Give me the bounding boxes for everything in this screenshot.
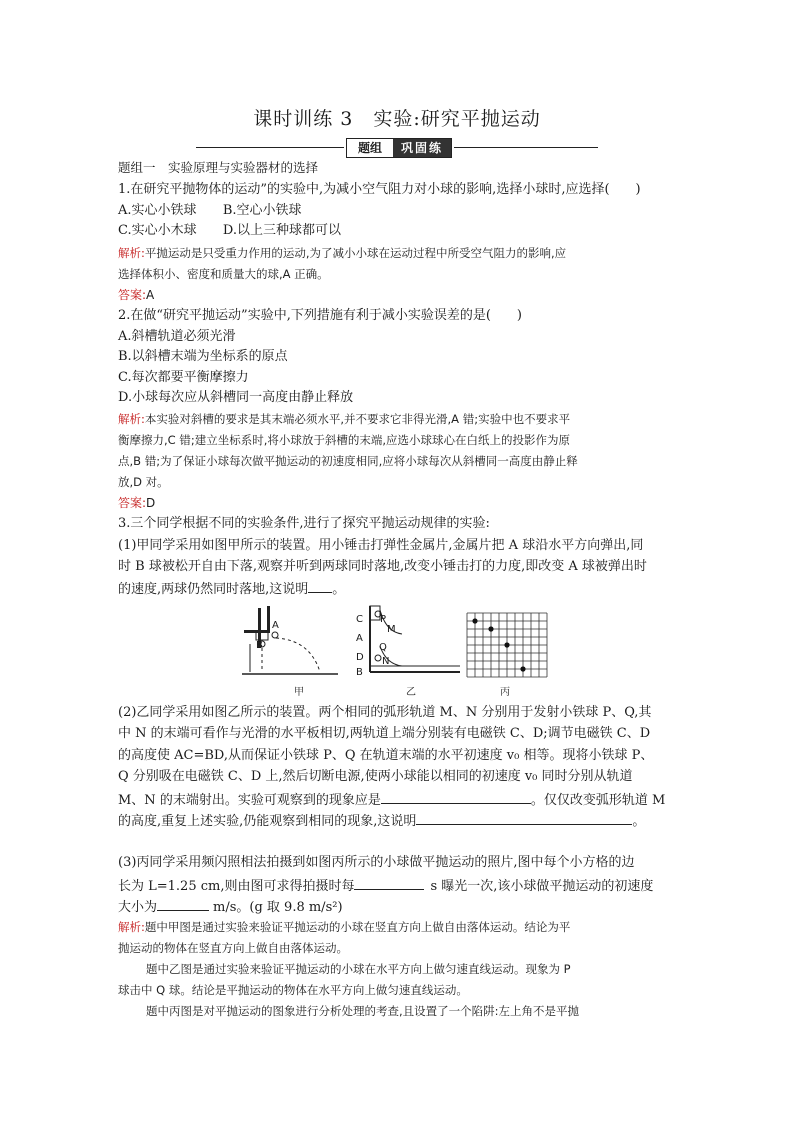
q3-part2-text5-end: 。仅仅改变弧形轨道 M — [530, 793, 666, 808]
q1-explanation-line1 — [118, 243, 566, 263]
q2-option-a: A.斜槽轨道必须光滑 — [118, 329, 236, 344]
q2-answer-label: 答案: — [118, 496, 147, 510]
figure-yi-label-q: Q — [379, 642, 387, 653]
q3-explanation-line3: 题中乙图是通过实验来验证平抛运动的小球在水平方向上做匀速直线运动。现象为 P — [146, 962, 571, 976]
grid-ball-dot — [472, 618, 477, 623]
figure-bing-grid — [466, 612, 548, 678]
q3-part2-line3: 的高度使 AC=BD,从而保证小铁球 P、Q 在轨道末端的水平初速度 v₀ 相等。现将小铁球 P、 — [118, 748, 654, 763]
q2-explanation-label: 解析: — [118, 412, 145, 426]
q2-explanation-line4: 放,D 对。 — [118, 475, 169, 489]
q1-explanation-label: 解析: — [118, 246, 145, 260]
q3-part1-line3 — [118, 578, 345, 600]
q3-explanation-line5: 题中丙图是对平抛运动的图象进行分析处理的考查,且设置了一个陷阱:左上角不是平抛 — [146, 1004, 580, 1018]
q3-part2-line6 — [118, 810, 645, 832]
q3-explanation-text1: 题中甲图是通过实验来验证平抛运动的小球在竖直方向上做自由落体运动。结论为平 — [144, 920, 571, 934]
grid-ball-dot — [504, 642, 509, 647]
q3-part3-line1: (3)丙同学采用频闪照相法拍摄到如图丙所示的小球做平抛运动的照片,图中每个小方格的边 — [118, 855, 635, 870]
q2-explanation-line1 — [118, 409, 570, 429]
page-title: 课时训练 3 实验:研究平抛运动 — [253, 108, 541, 130]
banner-tag-part2: 巩固练 — [393, 139, 451, 157]
q2-answer-value: D — [146, 496, 156, 510]
figure-bing-drawing — [466, 612, 548, 678]
q3-part2-line2: 中 N 的末端可看作与光滑的水平板相切,两轨道上端分别装有电磁铁 C、D;调节电磁铁 C、D — [118, 726, 651, 741]
q3-part1-text3: 的速度,两球仍然同时落地,这说明 — [118, 582, 309, 597]
q3-part1-end: 。 — [332, 582, 346, 597]
q1-answer-label: 答案: — [118, 288, 147, 302]
q2-explanation-line2: 衡摩擦力,C 错;建立坐标系时,将小球放于斜槽的末端,应选小球球心在白纸上的投影作为原 — [118, 433, 571, 447]
figure-jia — [240, 600, 340, 680]
q3-part2-line5 — [118, 789, 665, 811]
banner-tag-part1: 题组 — [347, 139, 393, 157]
q1-answer — [118, 285, 154, 306]
q3-explanation-label: 解析: — [118, 920, 145, 934]
q3-part3-blank1[interactable] — [354, 875, 424, 890]
q1-explanation-text1: 平抛运动是只受重力作用的运动,为了减小小球在运动过程中所受空气阻力的影响,应 — [144, 246, 567, 260]
banner-rule-right — [454, 147, 598, 148]
q3-part3-text3b: m/s。(g 取 9.8 m/s²) — [213, 900, 343, 915]
figure-yi-label-p: P — [380, 614, 387, 625]
q3-part2-text6: 的高度,重复上述实验,仍能观察到相同的现象,这说明 — [118, 814, 417, 829]
figure-yi-label-a: A — [356, 633, 363, 644]
banner-rule-left — [196, 147, 344, 148]
q3-part3-blank2[interactable] — [157, 896, 209, 911]
q3-part3-line3 — [118, 896, 343, 918]
figure-yi-label-n: N — [382, 656, 390, 667]
figure-yi-label-d: D — [356, 652, 364, 663]
q3-stem: 3.三个同学根据不同的实验条件,进行了探究平抛运动规律的实验: — [118, 516, 490, 531]
q2-option-c: C.每次都要平衡摩擦力 — [118, 370, 249, 385]
q1-answer-value: A — [146, 288, 155, 302]
figure-yi-label-m: M — [387, 624, 396, 635]
q3-part2-line4: Q 分别吸在电磁铁 C、D 上,然后切断电源,使两小球能以相同的初速度 v₀ 同时分别从轨道 — [118, 769, 633, 784]
figure-jia-drawing — [240, 600, 340, 680]
q3-explanation-line2: 抛运动的物体在竖直方向上做自由落体运动。 — [118, 941, 348, 955]
q2-explanation-text1: 本实验对斜槽的要求是其末端必须水平,并不要求它非得光滑,A 错;实验中也不要求平 — [144, 412, 571, 426]
q3-part3-text3a: 大小为 — [118, 900, 158, 915]
q3-explanation-line4: 球击中 Q 球。结论是平抛运动的物体在水平方向上做匀速直线运动。 — [118, 983, 468, 997]
q2-answer — [118, 493, 155, 514]
q3-explanation-line1 — [118, 917, 570, 937]
q3-part2-text5: M、N 的末端射出。实验可观察到的现象应是 — [118, 793, 381, 808]
q3-part1-line1: (1)甲同学采用如图甲所示的装置。用小锤击打弹性金属片,金属片把 A 球沿水平方向弹出,同 — [118, 538, 644, 553]
figure-bing-caption: 丙 — [500, 687, 510, 698]
q3-part2-text6-end: 。 — [632, 814, 646, 829]
q3-part3-text2a: 长为 L=1.25 cm,则由图可求得拍摄时每 — [118, 879, 355, 894]
q2-option-d: D.小球每次应从斜槽同一高度由静止释放 — [118, 390, 354, 405]
q1-option-b: B.空心小铁球 — [222, 203, 302, 218]
q3-part3-line2 — [118, 875, 653, 897]
q3-part1-blank[interactable] — [308, 578, 332, 593]
q1-option-d: D.以上三种球都可以 — [222, 223, 341, 238]
q2-explanation-line3: 点,B 错;为了保证小球每次做平抛运动的初速度相同,应将小球每次从斜槽同一高度由静止释 — [118, 454, 578, 468]
figure-yi-label-b: B — [356, 667, 363, 678]
q3-part3-text2b: s 曝光一次,该小球做平抛运动的初速度 — [430, 879, 654, 894]
q1-options-row1 — [118, 201, 302, 221]
figure-yi — [352, 604, 462, 678]
figure-yi-drawing — [352, 604, 462, 678]
q3-part2-blank2[interactable] — [416, 810, 632, 825]
q2-stem: 2.在做“研究平抛运动”实验中,下列措施有利于减小实验误差的是( ) — [118, 308, 522, 323]
q1-options-row2 — [118, 221, 341, 241]
section-banner — [196, 138, 598, 158]
q3-part2-line1: (2)乙同学采用如图乙所示的装置。两个相同的弧形轨道 M、N 分别用于发射小铁球 P、Q,其 — [118, 705, 652, 720]
q2-option-b: B.以斜槽末端为坐标系的原点 — [118, 349, 288, 364]
banner-tag — [346, 138, 452, 158]
figure-yi-caption: 乙 — [406, 687, 416, 698]
q1-explanation-line2: 选择体积小、密度和质量大的球,A 正确。 — [118, 267, 329, 281]
grid-ball-dot — [488, 626, 493, 631]
q1-option-c: C.实心小木球 — [118, 223, 197, 238]
q3-part2-blank1[interactable] — [381, 789, 531, 804]
group-heading: 题组一 实验原理与实验器材的选择 — [118, 160, 319, 175]
grid-ball-dot — [520, 666, 525, 671]
figure-jia-label-a: A — [272, 620, 279, 631]
figure-jia-label-b: B — [256, 640, 263, 651]
q1-stem: 1.在研究平抛物体的运动”的实验中,为减小空气阻力对小球的影响,选择小球时,应选择( ) — [118, 182, 641, 197]
figure-jia-caption: 甲 — [294, 687, 304, 698]
q3-part1-line2: 时 B 球被松开自由下落,观察并听到两球同时落地,改变小锤击打的力度,即改变 A 球被弹出时 — [118, 559, 647, 574]
figure-yi-label-c: C — [356, 614, 363, 625]
q1-option-a: A.实心小铁球 — [118, 203, 197, 218]
